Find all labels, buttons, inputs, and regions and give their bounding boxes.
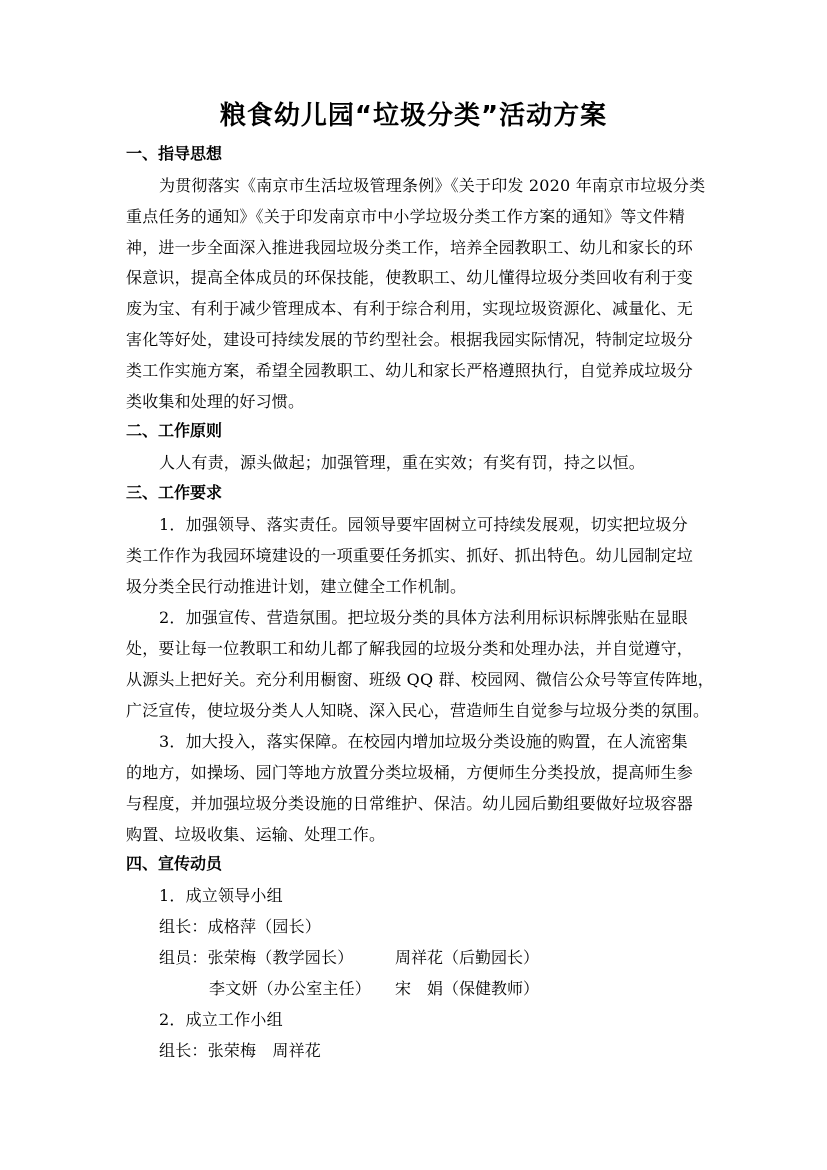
paragraph-line: 类工作作为我园环境建设的一项重要任务抓实、抓好、抓出特色。幼儿园制定垃 bbox=[126, 546, 694, 565]
paragraph-line: 处，要让每一位教职工和幼儿都了解我园的垃圾分类和处理办法，并自觉遵守， bbox=[126, 639, 694, 658]
paragraph-line: 圾分类全民行动推进计划，建立健全工作机制。 bbox=[126, 577, 467, 596]
paragraph-line: 重点任务的通知》《关于印发南京市中小学垃圾分类工作方案的通知》等文件精 bbox=[126, 207, 686, 226]
paragraph-line: 李文妍（办公室主任） bbox=[209, 979, 372, 998]
paragraph-line: 人人有责，源头做起；加强管理，重在实效；有奖有罚，持之以恒。 bbox=[159, 453, 646, 472]
paragraph-line: 1．成立领导小组 bbox=[159, 886, 283, 905]
paragraph-line: 2．加强宣传、营造氛围。把垃圾分类的具体方法利用标识标牌张贴在显眼 bbox=[159, 608, 688, 627]
section-heading-guiding-ideology: 一、指导思想 bbox=[126, 144, 223, 163]
paragraph-line: 废为宝、有利于减少管理成本、有利于综合利用，实现垃圾资源化、减量化、无 bbox=[126, 299, 694, 318]
paragraph-line: 宋 娟（保健教师） bbox=[395, 979, 540, 998]
document-title: 粮食幼儿园“垃圾分类”活动方案 bbox=[219, 101, 608, 131]
paragraph-line: 保意识，提高全体成员的环保技能，使教职工、幼儿懂得垃圾分类回收有利于变 bbox=[126, 268, 694, 287]
paragraph-line: 的地方，如操场、园门等地方放置分类垃圾桶，方便师生分类投放，提高师生参 bbox=[126, 763, 694, 782]
section-heading-work-requirements: 三、工作要求 bbox=[126, 483, 223, 502]
paragraph-line: 1．加强领导、落实责任。园领导要牢固树立可持续发展观，切实把垃圾分 bbox=[159, 515, 688, 534]
paragraph-line: 与程度，并加强垃圾分类设施的日常维护、保洁。幼儿园后勤组要做好垃圾容器 bbox=[126, 794, 694, 813]
paragraph-line: 2．成立工作小组 bbox=[159, 1010, 283, 1029]
paragraph-line: 周祥花（后勤园长） bbox=[395, 948, 540, 967]
paragraph-line: 组长：成格萍（园长） bbox=[159, 917, 322, 936]
paragraph-line: 组员：张荣梅（教学园长） bbox=[159, 948, 354, 967]
paragraph-line: 类收集和处理的好习惯。 bbox=[126, 392, 305, 411]
paragraph-line: 3．加大投入，落实保障。在校园内增加垃圾分类设施的购置，在人流密集 bbox=[159, 732, 688, 751]
section-heading-publicity: 四、宣传动员 bbox=[126, 854, 223, 873]
paragraph-line: 类工作实施方案，希望全园教职工、幼儿和家长严格遵照执行，自觉养成垃圾分 bbox=[126, 361, 694, 380]
paragraph-line: 神，进一步全面深入推进我园垃圾分类工作，培养全园教职工、幼儿和家长的环 bbox=[126, 238, 694, 257]
paragraph-line: 购置、垃圾收集、运输、处理工作。 bbox=[126, 825, 386, 844]
paragraph-line: 组长：张荣梅 周祥花 bbox=[159, 1041, 322, 1060]
paragraph-line: 害化等好处，建设可持续发展的节约型社会。根据我园实际情况，特制定垃圾分 bbox=[126, 330, 694, 349]
paragraph-line: 为贯彻落实《南京市生活垃圾管理条例》《关于印发 2020 年南京市垃圾分类 bbox=[159, 176, 706, 195]
section-heading-work-principles: 二、工作原则 bbox=[126, 421, 223, 440]
paragraph-line: 广泛宣传，使垃圾分类人人知晓、深入民心，营造师生自觉参与垃圾分类的氛围。 bbox=[126, 701, 710, 720]
paragraph-line: 从源头上把好关。充分利用橱窗、班级 QQ 群、校园网、微信公众号等宣传阵地， bbox=[126, 670, 715, 689]
